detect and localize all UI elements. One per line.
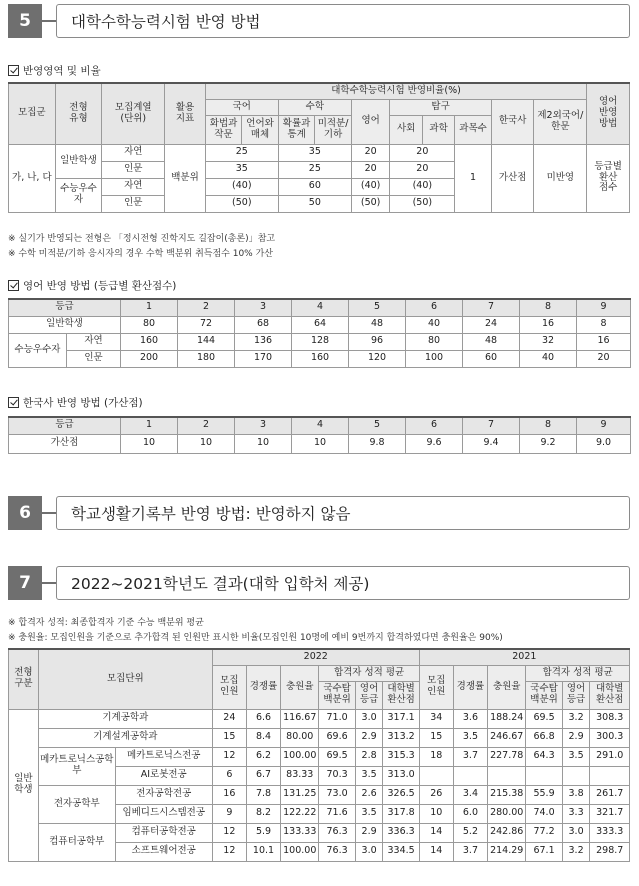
cell-2022: 70.3: [319, 766, 355, 785]
cell-unit: 인문: [102, 161, 165, 178]
table-cell: 136: [235, 333, 292, 350]
grade-header: 5: [349, 299, 406, 316]
header-korean: 국어: [205, 99, 278, 115]
cell-2022: 315.3: [383, 747, 419, 766]
cell-2021: 14: [419, 823, 453, 842]
cell-2022: 8.4: [246, 728, 280, 747]
section-number: 5: [8, 4, 42, 38]
table-cell: 100: [406, 350, 463, 367]
cell-inquiry: 20: [390, 161, 455, 178]
cell-2022: 2.9: [355, 823, 383, 842]
section-7-header: [8, 566, 630, 600]
row-label-general: 일반학생: [9, 316, 121, 333]
cell-2022: 8.2: [246, 804, 280, 823]
table-row: [9, 785, 630, 804]
section-5-header: [8, 4, 630, 38]
cell-2021: 280.00: [488, 804, 526, 823]
divider: [42, 582, 56, 584]
subheading-ratio: [8, 63, 101, 78]
cell-2022: 100.00: [281, 842, 319, 861]
cell-2021: 5.2: [453, 823, 487, 842]
cell-major: 메카트로닉스전공: [115, 747, 212, 766]
table-cell: 160: [121, 333, 178, 350]
header-eng-grade: 영어 등급: [355, 681, 383, 709]
cell-major: 임베디드시스템전공: [115, 804, 212, 823]
row-label-humanities: 인문: [67, 350, 121, 367]
grade-header: 5: [349, 417, 406, 434]
cell-2022: 317.1: [383, 709, 419, 728]
cell-subjects: 1: [455, 144, 492, 212]
cell-major: 소프트웨어전공: [115, 842, 212, 861]
header-competition: 경쟁률: [453, 665, 487, 709]
cell-2022: 12: [212, 842, 246, 861]
table-cell: 144: [178, 333, 235, 350]
cell-2021: 261.7: [590, 785, 630, 804]
cell-english: 20: [351, 161, 390, 178]
section-number: 6: [8, 496, 42, 530]
row-label-natural: 자연: [67, 333, 121, 350]
header-type: 전형 구분: [9, 649, 39, 709]
cell-2021: 69.5: [526, 709, 562, 728]
table-cell: 48: [349, 316, 406, 333]
table-cell: 80: [406, 333, 463, 350]
grade-header: 7: [463, 299, 520, 316]
header-eng-method: 영어 반영 방법: [587, 83, 630, 144]
header-index: 활용 지표: [165, 83, 206, 144]
checkbox-icon: [8, 397, 19, 408]
header-grade: 등급: [9, 299, 121, 316]
subheading-text: 반영영역 및 비율: [23, 65, 101, 77]
cell-2021: 242.86: [488, 823, 526, 842]
cell-dept: 전자공학부: [38, 785, 115, 823]
header-unit: 모집계열 (단위): [102, 83, 165, 144]
header-group: 모집군: [9, 83, 56, 144]
cell-major: AI로봇전공: [115, 766, 212, 785]
note-line: ※ 수학 미적분/기하 응시자의 경우 수학 백분위 취득점수 10% 가산: [8, 249, 273, 259]
cell-2022: 71.0: [319, 709, 355, 728]
header-recruit: 모집 인원: [212, 665, 246, 709]
grade-header: 4: [292, 299, 349, 316]
header-history: 한국사: [491, 99, 534, 144]
cell-2022: 69.5: [319, 747, 355, 766]
cell-2021: [488, 766, 526, 785]
cell-2021: [453, 766, 487, 785]
header-converted: 대학별 환산점: [383, 681, 419, 709]
cell-2021: 3.5: [562, 747, 590, 766]
subheading-text: 한국사 반영 방법 (가산점): [23, 397, 143, 409]
cell-2021: 215.38: [488, 785, 526, 804]
table-cell: 9.8: [349, 434, 406, 453]
cell-2022: 12: [212, 747, 246, 766]
cell-english: (50): [351, 195, 390, 212]
grade-header: 1: [121, 417, 178, 434]
table-cell: 24: [463, 316, 520, 333]
grade-header: 1: [121, 299, 178, 316]
grade-header: 2: [178, 417, 235, 434]
section-title: 2022~2021학년도 결과(대학 입학처 제공): [56, 566, 630, 600]
cell-suneung: 수능우수자: [55, 178, 102, 212]
section-number: 7: [8, 566, 42, 600]
cell-inquiry: (40): [390, 178, 455, 195]
cell-2022: 2.8: [355, 747, 383, 766]
row-label-suneung: 수능우수자: [9, 333, 67, 367]
table-cell: 20: [577, 350, 631, 367]
header-ratio: 대학수학능력시험 반영비율(%): [205, 83, 586, 99]
table-cell: 96: [349, 333, 406, 350]
cell-2022: 133.33: [281, 823, 319, 842]
table-cell: 160: [292, 350, 349, 367]
header-2021: 2021: [419, 649, 629, 665]
table-cell: 40: [406, 316, 463, 333]
cell-2022: 131.25: [281, 785, 319, 804]
cell-inquiry: (50): [390, 195, 455, 212]
cell-index: 백분위: [165, 144, 206, 212]
cell-2022: 83.33: [281, 766, 319, 785]
cell-2021: 291.0: [590, 747, 630, 766]
cell-dept: 메카트로닉스공학부: [38, 747, 115, 785]
cell-2022: 6.6: [246, 709, 280, 728]
header-percentile: 국수탐 백분위: [526, 681, 562, 709]
grade-header: 6: [406, 417, 463, 434]
grade-header: 8: [520, 299, 577, 316]
table-cell: 80: [121, 316, 178, 333]
table-cell: 72: [178, 316, 235, 333]
note-line: ※ 합격자 성적: 최종합격자 기준 수능 백분위 평균: [8, 618, 204, 628]
cell-2022: 2.9: [355, 728, 383, 747]
cell-type: 일반 학생: [9, 709, 39, 861]
checkbox-icon: [8, 280, 19, 291]
cell-2021: [526, 766, 562, 785]
table-row: [9, 709, 630, 728]
header-grade: 등급: [9, 417, 121, 434]
grade-header: 2: [178, 299, 235, 316]
cell-korean: 35: [205, 161, 278, 178]
cell-2021: 3.8: [562, 785, 590, 804]
header-math: 수학: [278, 99, 351, 115]
cell-2022: 5.9: [246, 823, 280, 842]
table-cell: 8: [577, 316, 631, 333]
cell-2022: 3.5: [355, 804, 383, 823]
cell-2022: 24: [212, 709, 246, 728]
header-inquiry: 탐구: [390, 99, 491, 115]
cell-2021: 3.3: [562, 804, 590, 823]
table-cell: 9.2: [520, 434, 577, 453]
cell-2022: 6.7: [246, 766, 280, 785]
cell-2022: 80.00: [281, 728, 319, 747]
cell-korean: (50): [205, 195, 278, 212]
cell-2022: 76.3: [319, 842, 355, 861]
section-title: 대학수학능력시험 반영 방법: [56, 4, 630, 38]
cell-2021: 10: [419, 804, 453, 823]
cell-2021: 3.2: [562, 842, 590, 861]
table-cell: 9.6: [406, 434, 463, 453]
cell-2022: 6: [212, 766, 246, 785]
table-cell: 68: [235, 316, 292, 333]
cell-2021: 55.9: [526, 785, 562, 804]
cell-group: 가, 나, 다: [9, 144, 56, 212]
cell-2021: [419, 766, 453, 785]
header-unit: 모집단위: [38, 649, 212, 709]
cell-2022: 3.0: [355, 842, 383, 861]
table-cell: 200: [121, 350, 178, 367]
cell-2021: 2.9: [562, 728, 590, 747]
header-eng-grade: 영어 등급: [562, 681, 590, 709]
cell-general: 일반학생: [55, 144, 102, 178]
english-grade-table: [8, 298, 631, 368]
section-title: 학교생활기록부 반영 방법: 반영하지 않음: [56, 496, 630, 530]
cell-2021: 74.0: [526, 804, 562, 823]
cell-math: 60: [278, 178, 351, 195]
cell-history: 가산점: [491, 144, 534, 212]
cell-2022: 6.2: [246, 747, 280, 766]
header-fill-rate: 충원율: [488, 665, 526, 709]
grade-header: 3: [235, 299, 292, 316]
table-cell: 170: [235, 350, 292, 367]
header-type: 전형 유형: [55, 83, 102, 144]
cell-2021: 3.7: [453, 842, 487, 861]
divider: [42, 20, 56, 22]
cell-math: 50: [278, 195, 351, 212]
cell-2021: 67.1: [526, 842, 562, 861]
header-social: 사회: [390, 115, 422, 144]
cell-2021: 3.6: [453, 709, 487, 728]
table-cell: 9.0: [577, 434, 631, 453]
subheading-text: 영어 반영 방법 (등급별 환산점수): [23, 280, 177, 292]
table-cell: 10: [292, 434, 349, 453]
divider: [42, 512, 56, 514]
header-avg: 합격자 성적 평균: [319, 665, 419, 681]
cell-2021: 227.78: [488, 747, 526, 766]
section-6-header: [8, 496, 630, 530]
cell-unit-name: 기계공학과: [38, 709, 212, 728]
header-avg: 합격자 성적 평균: [526, 665, 630, 681]
cell-2022: 116.67: [281, 709, 319, 728]
cell-korean: 25: [205, 144, 278, 161]
subheading-english: [8, 278, 176, 293]
cell-unit-name: 기계설계공학과: [38, 728, 212, 747]
grade-header: 7: [463, 417, 520, 434]
cell-2021: 15: [419, 728, 453, 747]
cell-korean: (40): [205, 178, 278, 195]
cell-unit: 인문: [102, 195, 165, 212]
table-cell: 64: [292, 316, 349, 333]
cell-2021: 3.5: [453, 728, 487, 747]
header-math-prob: 확률과 통계: [278, 115, 315, 144]
cell-2022: 76.3: [319, 823, 355, 842]
cell-2022: 7.8: [246, 785, 280, 804]
history-table: [8, 416, 631, 454]
table-cell: 10: [121, 434, 178, 453]
checkbox-icon: [8, 65, 19, 76]
header-second-lang: 제2외국어/ 한문: [534, 99, 587, 144]
cell-inquiry: 20: [390, 144, 455, 161]
table-cell: 40: [520, 350, 577, 367]
header-converted: 대학별 환산점: [590, 681, 630, 709]
table-cell: 120: [349, 350, 406, 367]
grade-header: 6: [406, 299, 463, 316]
table-cell: 16: [520, 316, 577, 333]
cell-2021: 300.3: [590, 728, 630, 747]
cell-2022: 71.6: [319, 804, 355, 823]
grade-header: 8: [520, 417, 577, 434]
cell-2021: 77.2: [526, 823, 562, 842]
cell-2022: 100.00: [281, 747, 319, 766]
cell-2021: 214.29: [488, 842, 526, 861]
cell-2022: 69.6: [319, 728, 355, 747]
subheading-history: [8, 395, 143, 410]
cell-2021: 321.7: [590, 804, 630, 823]
table-row: [9, 728, 630, 747]
cell-2021: 3.0: [562, 823, 590, 842]
cell-2021: 3.4: [453, 785, 487, 804]
header-kor-media: 언어와 매체: [242, 115, 279, 144]
table-row: [9, 747, 630, 766]
cell-2021: 18: [419, 747, 453, 766]
row-label-bonus: 가산점: [9, 434, 121, 453]
header-english: 영어: [351, 99, 390, 144]
cell-2022: 2.6: [355, 785, 383, 804]
cell-2021: 66.8: [526, 728, 562, 747]
cell-2021: 3.7: [453, 747, 487, 766]
cell-2022: 73.0: [319, 785, 355, 804]
cell-math: 35: [278, 144, 351, 161]
cell-2021: 308.3: [590, 709, 630, 728]
results-table: [8, 648, 630, 862]
header-kor-speech: 화법과 작문: [205, 115, 242, 144]
grade-header: 9: [577, 417, 631, 434]
cell-2022: 15: [212, 728, 246, 747]
grade-header: 9: [577, 299, 631, 316]
table-cell: 128: [292, 333, 349, 350]
header-percentile: 국수탐 백분위: [319, 681, 355, 709]
table-cell: 9.4: [463, 434, 520, 453]
cell-unit: 자연: [102, 144, 165, 161]
cell-2022: 10.1: [246, 842, 280, 861]
table-cell: 60: [463, 350, 520, 367]
table-cell: 48: [463, 333, 520, 350]
cell-major: 전자공학전공: [115, 785, 212, 804]
cell-dept: 컴퓨터공학부: [38, 823, 115, 861]
cell-2021: [562, 766, 590, 785]
header-math-calc: 미적분/ 기하: [315, 115, 352, 144]
cell-2022: 334.5: [383, 842, 419, 861]
cell-english: (40): [351, 178, 390, 195]
table-row: [9, 823, 630, 842]
cell-2022: 336.3: [383, 823, 419, 842]
cell-2021: [590, 766, 630, 785]
header-competition: 경쟁률: [246, 665, 280, 709]
cell-2021: 6.0: [453, 804, 487, 823]
grade-header: 4: [292, 417, 349, 434]
cell-2021: 298.7: [590, 842, 630, 861]
note-line: ※ 충원율: 모집인원을 기준으로 추가합격 된 인원만 표시한 비율(모집인원 10명에 예비 9번까지 합격하였다면 충원율은 90%): [8, 633, 503, 643]
header-2022: 2022: [212, 649, 419, 665]
cell-major: 컴퓨터공학전공: [115, 823, 212, 842]
table-cell: 180: [178, 350, 235, 367]
cell-2021: 34: [419, 709, 453, 728]
cell-2021: 188.24: [488, 709, 526, 728]
cell-unit: 자연: [102, 178, 165, 195]
cell-2022: 12: [212, 823, 246, 842]
header-fill-rate: 충원율: [281, 665, 319, 709]
cell-english: 20: [351, 144, 390, 161]
cell-2022: 9: [212, 804, 246, 823]
cell-eng-method: 등급별 환산 점수: [587, 144, 630, 212]
cell-2021: 14: [419, 842, 453, 861]
cell-math: 25: [278, 161, 351, 178]
cell-2022: 313.0: [383, 766, 419, 785]
ratio-table: [8, 82, 630, 213]
cell-2022: 3.5: [355, 766, 383, 785]
cell-2022: 16: [212, 785, 246, 804]
note-line: ※ 실기가 반영되는 전형은 「정시전형 진학지도 길잡이(총론)」참고: [8, 234, 276, 244]
header-subjects: 과목수: [455, 115, 492, 144]
cell-second-lang: 미반영: [534, 144, 587, 212]
header-science: 과학: [422, 115, 454, 144]
cell-2022: 313.2: [383, 728, 419, 747]
table-cell: 10: [178, 434, 235, 453]
table-cell: 32: [520, 333, 577, 350]
cell-2021: 26: [419, 785, 453, 804]
cell-2021: 3.2: [562, 709, 590, 728]
cell-2022: 122.22: [281, 804, 319, 823]
cell-2021: 246.67: [488, 728, 526, 747]
cell-2022: 326.5: [383, 785, 419, 804]
grade-header: 3: [235, 417, 292, 434]
cell-2022: 317.8: [383, 804, 419, 823]
cell-2022: 3.0: [355, 709, 383, 728]
cell-2021: 333.3: [590, 823, 630, 842]
table-cell: 10: [235, 434, 292, 453]
header-recruit: 모집 인원: [419, 665, 453, 709]
table-cell: 16: [577, 333, 631, 350]
cell-2021: 64.3: [526, 747, 562, 766]
